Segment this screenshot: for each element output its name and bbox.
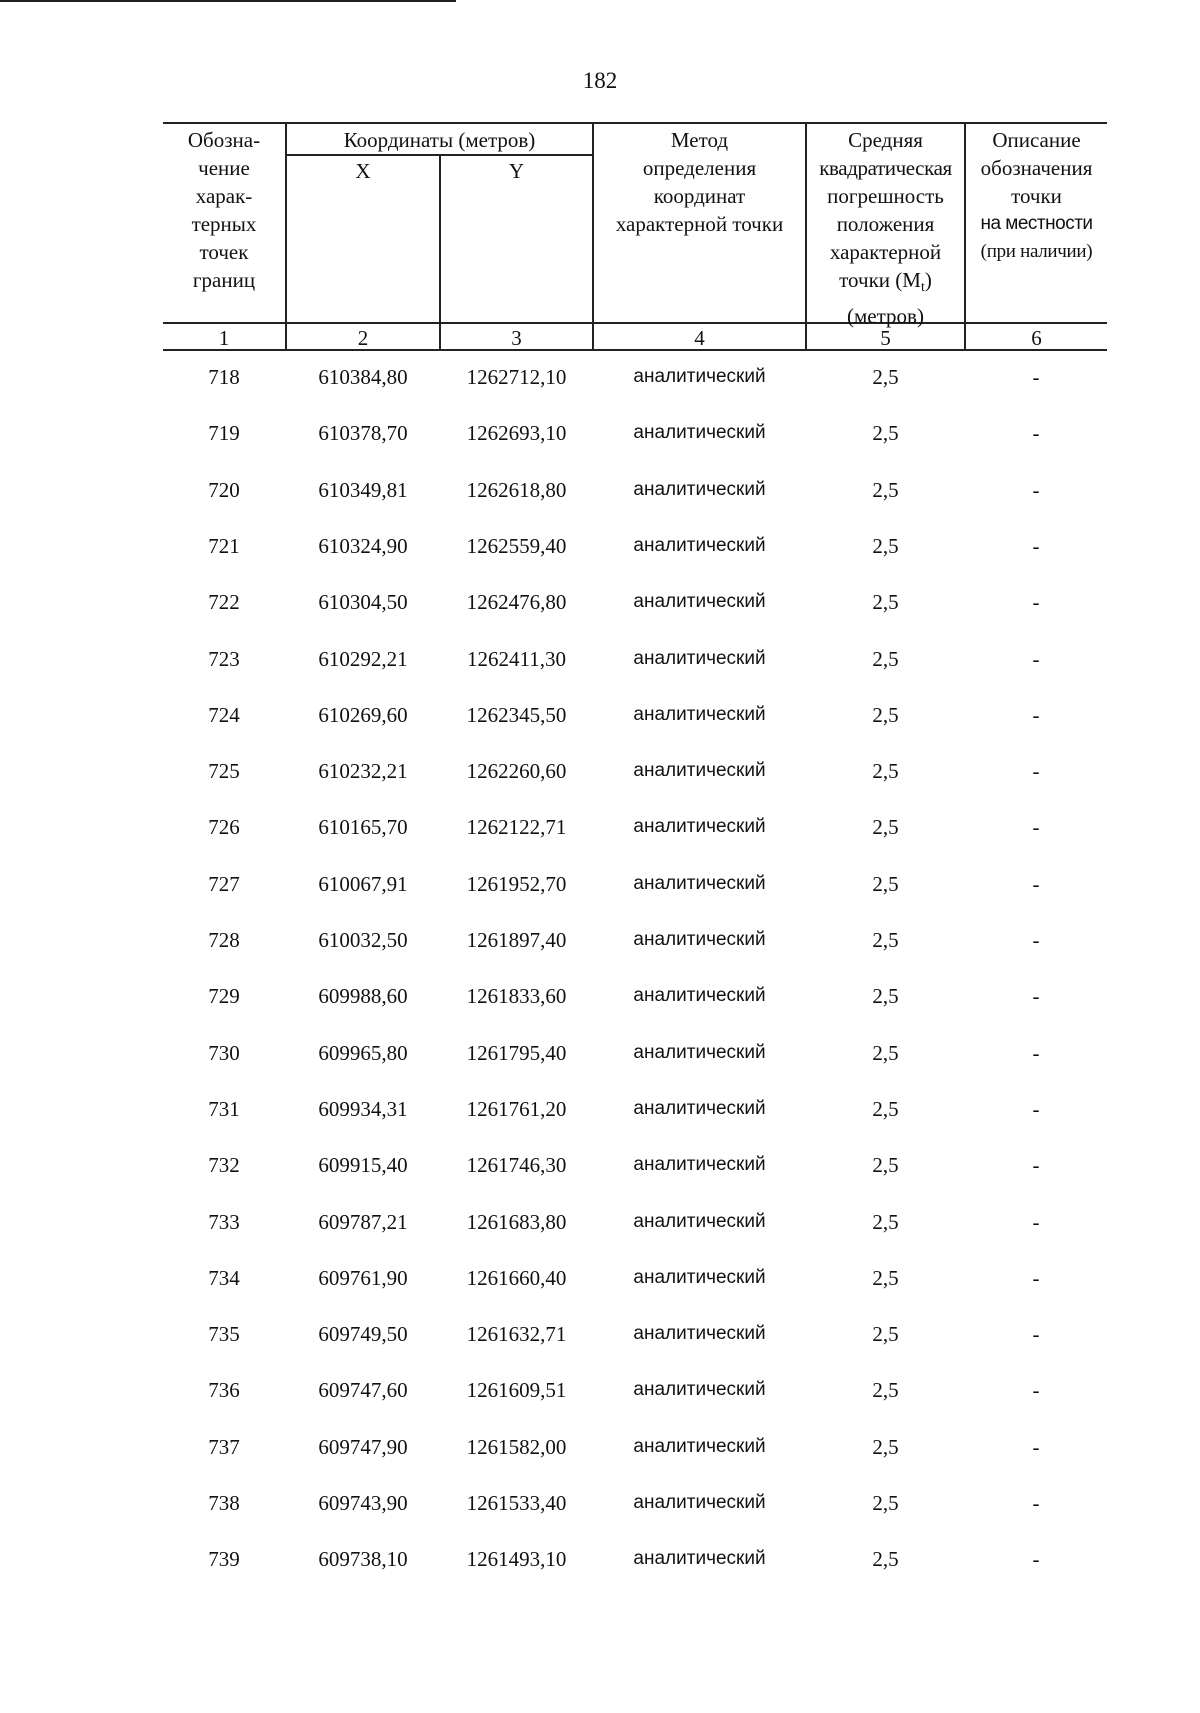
cell-coord-x: 609738,10 [318, 1547, 408, 1572]
cell-method: аналитический [633, 478, 766, 500]
cell-coord-x: 609965,80 [318, 1040, 408, 1065]
cell-mean-square-error: 2,5 [872, 759, 899, 784]
table-row [0, 1150, 1200, 1180]
cell-method: аналитический [633, 534, 766, 556]
cell-point-number: 725 [208, 759, 240, 784]
cell-description: - [1032, 477, 1040, 502]
cell-method: аналитический [633, 366, 766, 387]
cell-point-number: 722 [208, 590, 240, 615]
cell-description: - [1032, 984, 1040, 1009]
cell-coord-y: 1261897,40 [466, 928, 567, 952]
header-y: Y [508, 159, 525, 183]
header-method [594, 126, 805, 238]
cell-description: - [1032, 759, 1040, 784]
cell-description: - [1032, 421, 1040, 446]
cell-coord-y: 1261761,20 [466, 1096, 567, 1121]
header-line: координат [653, 184, 746, 208]
cell-coord-x: 610165,70 [318, 815, 408, 840]
cell-coord-y: 1262122,71 [466, 815, 567, 840]
cell-point-number: 727 [208, 871, 240, 896]
table-row [0, 700, 1200, 730]
table-row [0, 1375, 1200, 1405]
cell-coord-y: 1262618,80 [466, 477, 567, 502]
cell-method: аналитический [633, 816, 766, 838]
cell-description: - [1032, 702, 1040, 727]
header-line: точек [199, 240, 249, 264]
cell-method: аналитический [633, 703, 766, 725]
cell-mean-square-error: 2,5 [872, 1096, 899, 1121]
table-row [0, 587, 1200, 617]
cell-mean-square-error: 2,5 [872, 533, 899, 558]
cell-point-number: 739 [208, 1547, 240, 1572]
cell-coord-y: 1262712,10 [466, 365, 567, 389]
cell-description: - [1032, 1153, 1040, 1178]
cell-mean-square-error: 2,5 [872, 815, 899, 840]
cell-mean-square-error: 2,5 [872, 1322, 899, 1347]
top-rule [0, 0, 456, 2]
cell-coord-x: 610032,50 [318, 928, 408, 952]
cell-method: аналитический [633, 985, 766, 1007]
cell-method: аналитический [633, 422, 766, 444]
header-coordinates-group: Координаты (метров) [343, 128, 536, 152]
cell-coord-y: 1261582,00 [466, 1434, 567, 1459]
cell-coord-x: 610384,80 [318, 365, 408, 389]
cell-coord-x: 609915,40 [318, 1153, 408, 1178]
column-number: 3 [511, 326, 522, 350]
cell-description: - [1032, 1040, 1040, 1065]
cell-point-number: 724 [208, 702, 240, 727]
cell-method: аналитический [633, 591, 766, 613]
cell-description: - [1032, 590, 1040, 615]
header-line: (метров) [847, 304, 924, 328]
cell-description: - [1032, 1096, 1040, 1121]
cell-description: - [1032, 1547, 1040, 1572]
cell-coord-x: 609743,90 [318, 1491, 408, 1515]
mt-suffix: ) [924, 268, 932, 292]
cell-point-number: 719 [208, 421, 240, 446]
cell-description: - [1032, 646, 1040, 671]
cell-point-number: 736 [208, 1378, 240, 1403]
cell-point-number: 733 [208, 1209, 240, 1234]
cell-coord-x: 609747,60 [318, 1378, 408, 1403]
cell-coord-y: 1261660,40 [466, 1265, 567, 1290]
header-line: границ [192, 268, 256, 292]
table-row [0, 1488, 1200, 1518]
column-number: 4 [694, 326, 705, 350]
table-row [0, 1094, 1200, 1124]
cell-method: аналитический [633, 929, 766, 950]
header-line: Метод [670, 128, 729, 152]
cell-method: аналитический [633, 1097, 766, 1119]
header-line: терных [191, 212, 257, 236]
cell-coord-y: 1261795,40 [466, 1040, 567, 1065]
cell-point-number: 734 [208, 1265, 240, 1290]
cell-description: - [1032, 871, 1040, 896]
column-number: 2 [357, 326, 369, 350]
cell-point-number: 721 [208, 533, 240, 558]
table-row [0, 925, 1200, 955]
header-line: на местности [980, 213, 1093, 234]
cell-point-number: 737 [208, 1434, 240, 1459]
cell-method: аналитический [633, 1435, 766, 1457]
cell-mean-square-error: 2,5 [872, 1378, 899, 1403]
cell-point-number: 723 [208, 646, 240, 671]
table-row [0, 812, 1200, 842]
table-row [0, 475, 1200, 505]
header-x: X [355, 159, 371, 183]
cell-coord-x: 609934,31 [318, 1096, 408, 1121]
cell-description: - [1032, 533, 1040, 558]
page-number: 182 [582, 68, 618, 93]
cell-method: аналитический [633, 1379, 766, 1401]
table-row [0, 981, 1200, 1011]
header-line: характерной [829, 240, 942, 264]
table-row [0, 1432, 1200, 1462]
cell-point-number: 729 [208, 984, 240, 1009]
header-line: Обозна- [187, 128, 261, 152]
cell-coord-y: 1262693,10 [466, 421, 567, 446]
header-point-designation [163, 126, 285, 294]
cell-description: - [1032, 1378, 1040, 1403]
table-row [0, 1544, 1200, 1574]
cell-coord-x: 610067,91 [318, 871, 408, 896]
cell-mean-square-error: 2,5 [872, 1434, 899, 1459]
table-row [0, 644, 1200, 674]
cell-coord-x: 610292,21 [318, 646, 408, 671]
cell-method: аналитический [633, 1266, 766, 1288]
column-number: 6 [1031, 326, 1042, 350]
cell-mean-square-error: 2,5 [872, 1153, 899, 1178]
cell-coord-y: 1261632,71 [466, 1322, 567, 1347]
cell-mean-square-error: 2,5 [872, 1491, 899, 1515]
mt-prefix: точки (M [839, 268, 921, 292]
cell-description: - [1032, 1209, 1040, 1234]
cell-description: - [1032, 365, 1040, 389]
cell-mean-square-error: 2,5 [872, 365, 899, 389]
header-line: определения [642, 156, 757, 180]
header-line: харак- [195, 184, 253, 208]
cell-method: аналитический [633, 1548, 766, 1570]
table-row [0, 418, 1200, 448]
cell-point-number: 726 [208, 815, 240, 840]
header-line: Описание [992, 128, 1081, 152]
cell-coord-y: 1261833,60 [466, 984, 567, 1009]
cell-point-number: 718 [208, 365, 240, 389]
cell-coord-y: 1261746,30 [466, 1153, 567, 1178]
header-line: квадратическая [819, 156, 952, 180]
cell-method: аналитический [633, 647, 766, 669]
cell-point-number: 730 [208, 1040, 240, 1065]
cell-coord-x: 609747,90 [318, 1434, 408, 1459]
cell-coord-x: 609988,60 [318, 984, 408, 1009]
cell-point-number: 732 [208, 1153, 240, 1178]
mt-subscript: t [920, 280, 925, 295]
column-number: 5 [880, 326, 891, 350]
cell-coord-y: 1262345,50 [466, 702, 567, 727]
table-row [0, 531, 1200, 561]
header-line: обозначения [980, 156, 1093, 180]
cell-point-number: 738 [208, 1491, 240, 1515]
table-row [0, 362, 1200, 392]
cell-mean-square-error: 2,5 [872, 1040, 899, 1065]
cell-coord-y: 1261609,51 [466, 1378, 567, 1403]
cell-coord-y: 1262476,80 [466, 590, 567, 615]
header-mean-square-error [807, 126, 964, 330]
cell-coord-y: 1262411,30 [467, 646, 566, 671]
cell-mean-square-error: 2,5 [872, 1547, 899, 1572]
cell-coord-x: 610269,60 [318, 702, 408, 727]
header-line: погрешность [827, 184, 944, 208]
cell-coord-y: 1261493,10 [466, 1547, 567, 1572]
cell-point-number: 735 [208, 1322, 240, 1347]
table-row [0, 756, 1200, 786]
header-line: точки [1011, 184, 1062, 208]
cell-description: - [1032, 1265, 1040, 1290]
cell-mean-square-error: 2,5 [872, 421, 899, 446]
header-line: (при наличии) [980, 241, 1093, 262]
cell-mean-square-error: 2,5 [872, 702, 899, 727]
cell-mean-square-error: 2,5 [872, 477, 899, 502]
cell-mean-square-error: 2,5 [872, 871, 899, 896]
cell-method: аналитический [633, 1210, 766, 1232]
cell-method: аналитический [633, 1323, 766, 1345]
cell-coord-y: 1261533,40 [466, 1491, 567, 1515]
cell-coord-x: 610324,90 [318, 533, 408, 558]
cell-coord-x: 610232,21 [318, 759, 408, 784]
cell-description: - [1032, 815, 1040, 840]
cell-mean-square-error: 2,5 [872, 646, 899, 671]
cell-coord-y: 1261683,80 [466, 1209, 567, 1234]
header-description [966, 126, 1107, 266]
header-line: характерной точки [615, 212, 784, 236]
cell-description: - [1032, 1322, 1040, 1347]
column-number: 1 [218, 326, 230, 350]
table-row [0, 1319, 1200, 1349]
cell-method: аналитический [633, 1041, 766, 1063]
cell-description: - [1032, 928, 1040, 952]
cell-description: - [1032, 1491, 1040, 1515]
table-row [0, 1263, 1200, 1293]
cell-coord-x: 610378,70 [318, 421, 408, 446]
cell-coord-x: 610304,50 [318, 590, 408, 615]
cell-description: - [1032, 1434, 1040, 1459]
cell-coord-x: 609787,21 [318, 1209, 408, 1234]
cell-point-number: 728 [208, 928, 240, 952]
header-line-mt [807, 266, 964, 302]
cell-method: аналитический [633, 760, 766, 782]
table-row [0, 1038, 1200, 1068]
cell-mean-square-error: 2,5 [872, 928, 899, 952]
cell-coord-y: 1261952,70 [466, 871, 567, 896]
cell-mean-square-error: 2,5 [872, 1265, 899, 1290]
cell-mean-square-error: 2,5 [872, 1209, 899, 1234]
cell-method: аналитический [633, 872, 766, 894]
cell-coord-y: 1262559,40 [466, 533, 567, 558]
header-line: положения [836, 212, 935, 236]
table-row [0, 1207, 1200, 1237]
header-line: Средняя [848, 128, 923, 152]
cell-point-number: 720 [208, 477, 240, 502]
cell-method: аналитический [633, 1154, 766, 1176]
table-row [0, 869, 1200, 899]
header-line: чение [198, 156, 250, 180]
cell-coord-x: 610349,81 [318, 477, 408, 502]
cell-method: аналитический [633, 1492, 766, 1513]
cell-point-number: 731 [208, 1096, 240, 1121]
cell-coord-x: 609749,50 [318, 1322, 408, 1347]
cell-coord-y: 1262260,60 [466, 759, 567, 784]
cell-coord-x: 609761,90 [318, 1265, 408, 1290]
cell-mean-square-error: 2,5 [872, 984, 899, 1009]
cell-mean-square-error: 2,5 [872, 590, 899, 615]
